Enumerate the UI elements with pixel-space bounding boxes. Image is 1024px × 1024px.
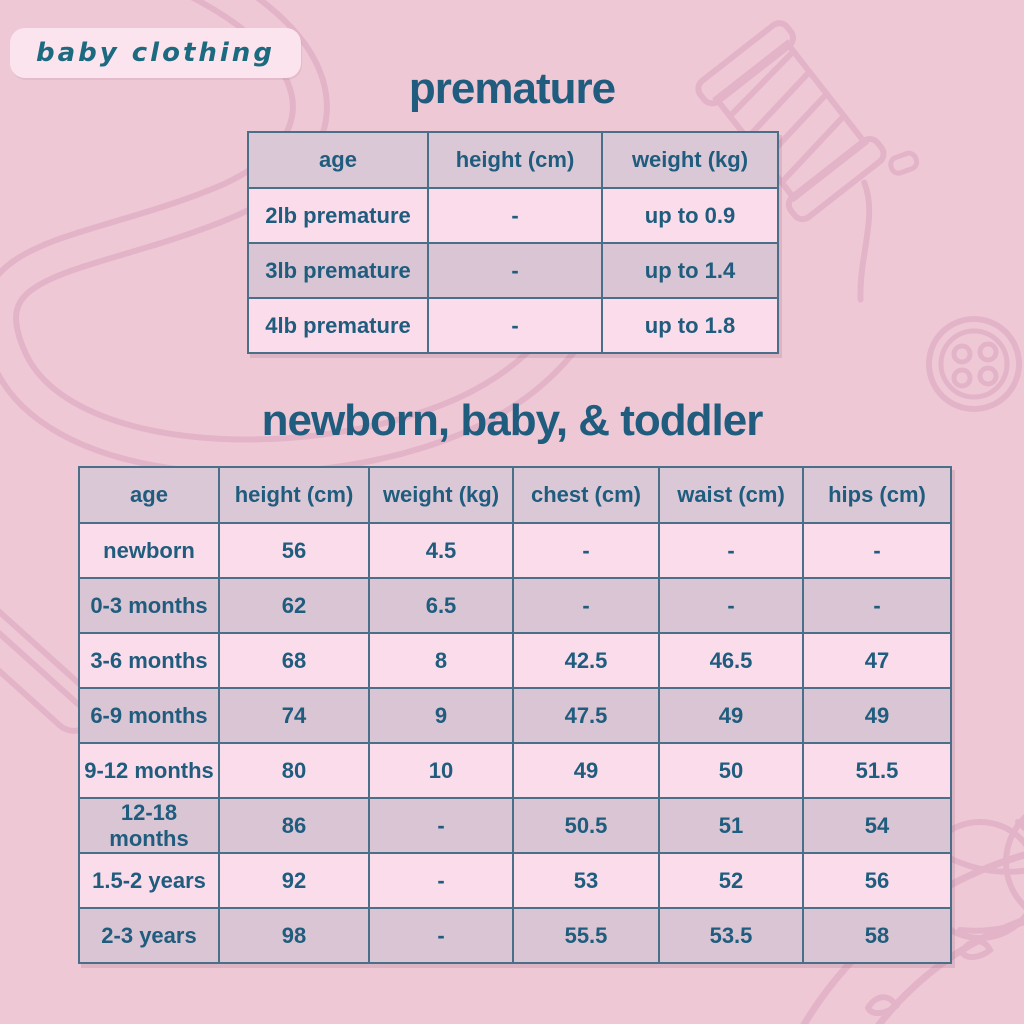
cell: 92 (219, 853, 369, 908)
cell: - (428, 243, 602, 298)
table-row (79, 578, 951, 633)
header-row (79, 467, 951, 523)
premature-size-table (247, 131, 779, 354)
header-cell: weight (kg) (602, 132, 778, 188)
header-cell: waist (cm) (659, 467, 803, 523)
table-row (79, 688, 951, 743)
cell: 53.5 (659, 908, 803, 963)
cell: 80 (219, 743, 369, 798)
cell: 46.5 (659, 633, 803, 688)
cell: 98 (219, 908, 369, 963)
cell: - (428, 298, 602, 353)
header-row (248, 132, 778, 188)
header-cell: age (248, 132, 428, 188)
premature-section-title: premature (408, 64, 616, 113)
cell: - (803, 523, 951, 578)
cell: 62 (219, 578, 369, 633)
cell: 49 (803, 688, 951, 743)
cell: up to 0.9 (602, 188, 778, 243)
table-row (248, 188, 778, 243)
table-row (79, 908, 951, 963)
cell: 56 (803, 853, 951, 908)
cell: up to 1.4 (602, 243, 778, 298)
cell: 8 (369, 633, 513, 688)
cell: 3-6 months (79, 633, 219, 688)
table-row (79, 798, 951, 853)
cell: - (369, 908, 513, 963)
cell: 4.5 (369, 523, 513, 578)
table-row (79, 853, 951, 908)
cell: 6.5 (369, 578, 513, 633)
header-cell: hips (cm) (803, 467, 951, 523)
cell: 50.5 (513, 798, 659, 853)
cell: 47.5 (513, 688, 659, 743)
cell: 0-3 months (79, 578, 219, 633)
cell: 3lb premature (248, 243, 428, 298)
cell: 49 (513, 743, 659, 798)
cell: 58 (803, 908, 951, 963)
toddler-section-title: newborn, baby, & toddler (261, 396, 763, 445)
cell: 9 (369, 688, 513, 743)
cell: 10 (369, 743, 513, 798)
table-row (79, 633, 951, 688)
header-cell: height (cm) (219, 467, 369, 523)
cell: 42.5 (513, 633, 659, 688)
cell: newborn (79, 523, 219, 578)
table-row (79, 523, 951, 578)
table-row (248, 298, 778, 353)
cell: - (369, 798, 513, 853)
header-cell: height (cm) (428, 132, 602, 188)
cell: - (803, 578, 951, 633)
header-cell: weight (kg) (369, 467, 513, 523)
table-row (248, 243, 778, 298)
cell: up to 1.8 (602, 298, 778, 353)
cell: - (428, 188, 602, 243)
cell: 74 (219, 688, 369, 743)
cell: 1.5-2 years (79, 853, 219, 908)
cell: 50 (659, 743, 803, 798)
badge-label: baby clothing (36, 38, 275, 68)
cell: 53 (513, 853, 659, 908)
cell: 86 (219, 798, 369, 853)
cell: 12-18 months (79, 798, 219, 853)
cell: - (659, 523, 803, 578)
cell: 9-12 months (79, 743, 219, 798)
cell: - (513, 523, 659, 578)
cell: 51.5 (803, 743, 951, 798)
header-cell: age (79, 467, 219, 523)
cell: 68 (219, 633, 369, 688)
cell: 54 (803, 798, 951, 853)
header-cell: chest (cm) (513, 467, 659, 523)
cell: 2-3 years (79, 908, 219, 963)
table-row (79, 743, 951, 798)
cell: 6-9 months (79, 688, 219, 743)
cell: 49 (659, 688, 803, 743)
cell: 52 (659, 853, 803, 908)
cell: 47 (803, 633, 951, 688)
cell: - (513, 578, 659, 633)
cell: - (369, 853, 513, 908)
toddler-size-table (78, 466, 952, 964)
cell: 55.5 (513, 908, 659, 963)
cell: 56 (219, 523, 369, 578)
cell: 2lb premature (248, 188, 428, 243)
cell: 4lb premature (248, 298, 428, 353)
cell: 51 (659, 798, 803, 853)
cell: - (659, 578, 803, 633)
